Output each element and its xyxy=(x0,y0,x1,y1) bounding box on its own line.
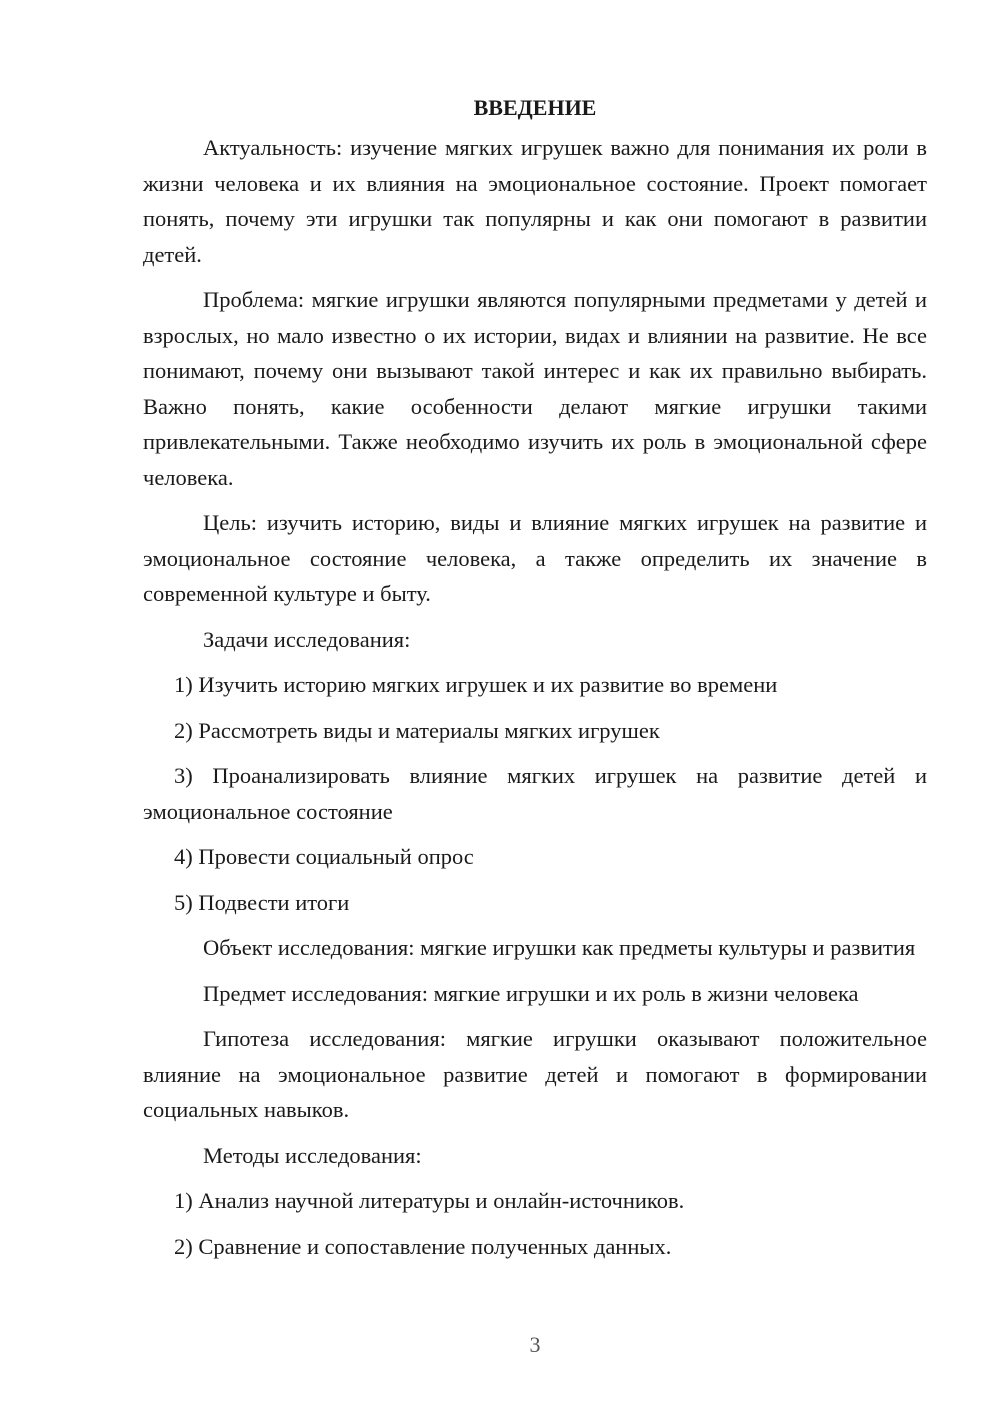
hypothesis-paragraph: Гипотеза исследования: мягкие игрушки оказывают положительное влияние на эмоциональное развитие детей и помогают в формировании социальных навыков. xyxy=(143,1026,927,1122)
task-item: 5) Подвести итоги xyxy=(174,889,350,915)
subject-paragraph: Предмет исследования: мягкие игрушки и их роль в жизни человека xyxy=(203,980,859,1006)
section-heading: ВВЕДЕНИЕ xyxy=(473,95,597,120)
task-item: 4) Провести социальный опрос xyxy=(174,844,474,869)
tasks-title: Задачи исследования: xyxy=(203,626,411,652)
goal-paragraph: Цель: изучить историю, виды и влияние мягких игрушек на развитие и эмоциональное состояние человека, а также определить их значение в современной культуре и быту. xyxy=(143,510,927,606)
task-item: 1) Изучить историю мягких игрушек и их развитие во времени xyxy=(174,672,778,697)
method-item: 2) Сравнение и сопоставление полученных данных. xyxy=(174,1233,672,1259)
task-item: 2) Рассмотреть виды и материалы мягких игрушек xyxy=(174,717,660,743)
task-item: 3) Проанализировать влияние мягких игрушек на развитие детей и эмоциональное состояние xyxy=(143,763,927,824)
problem-paragraph: Проблема: мягкие игрушки являются популярными предметами у детей и взрослых, но мало известно о их истории, видах и влиянии на развитие. Не все понимают, почему они вызывают такой интерес и как их правильно выбирать. Важно понять, какие особенности делают мягкие игрушки такими привлекательными. Также необходимо изучить их роль в эмоциональной сфере человека. xyxy=(143,287,927,490)
page-number: 3 xyxy=(529,1332,541,1357)
object-paragraph: Объект исследования: мягкие игрушки как предметы культуры и развития xyxy=(203,935,916,960)
methods-title: Методы исследования: xyxy=(203,1142,422,1168)
method-item: 1) Анализ научной литературы и онлайн-источников. xyxy=(174,1188,685,1213)
document-page xyxy=(143,90,927,1274)
relevance-paragraph: Актуальность: изучение мягких игрушек важно для понимания их роли в жизни человека и их влияния на эмоциональное состояние. Проект помогает понять, почему эти игрушки так популярны и как они помогают в развитии детей. xyxy=(143,135,927,267)
